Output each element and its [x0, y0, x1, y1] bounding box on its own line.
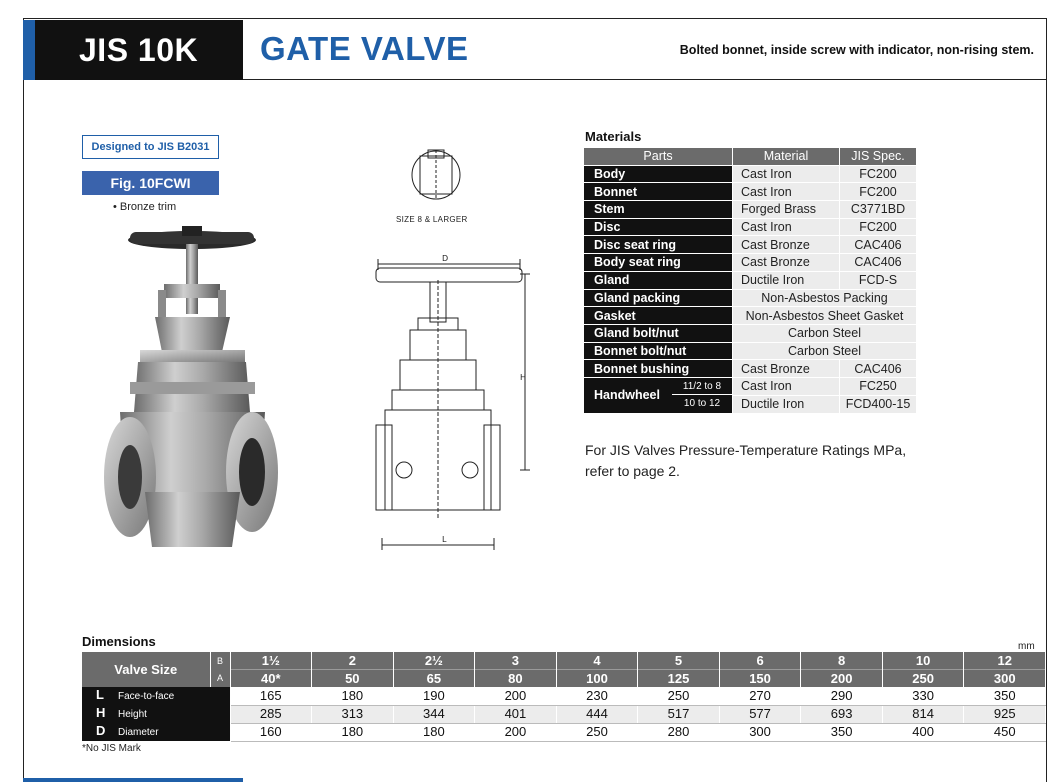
part-spec: CAC406 [840, 236, 917, 254]
handwheel-cell [584, 377, 733, 413]
dimension-value: 517 [638, 705, 720, 723]
table-row [82, 723, 1046, 741]
valve-cross-section-drawing [370, 140, 540, 552]
dimension-label-d: D [442, 254, 449, 263]
handwheel-size-range: 10 to 12 [683, 398, 721, 410]
part-spec: FC200 [840, 218, 917, 236]
size-a-value: 50 [312, 670, 394, 688]
part-name: Bonnet bolt/nut [584, 342, 733, 360]
table-row [584, 183, 917, 201]
pt-note-line: refer to page 2. [585, 463, 680, 479]
part-name: Gasket [584, 307, 733, 325]
size-a-value: 65 [393, 670, 475, 688]
footer-accent-stripe [23, 778, 243, 782]
materials-header-material: Material [733, 148, 840, 166]
part-material: Forged Brass [733, 201, 840, 219]
size-b-value: 12 [964, 652, 1046, 670]
dimension-name: Diameter [118, 727, 159, 738]
part-name: Stem [584, 201, 733, 219]
dimension-value: 180 [312, 687, 394, 705]
materials-header-row [584, 148, 917, 166]
table-row [584, 360, 917, 378]
part-spec: CAC406 [840, 360, 917, 378]
table-row [584, 236, 917, 254]
table-row [584, 165, 917, 183]
size-b-value: 1½ [230, 652, 312, 670]
size-a-value: 40* [230, 670, 312, 688]
size-b-value: 3 [475, 652, 557, 670]
page-subtitle: Bolted bonnet, inside screw with indicator, non-rising stem. [679, 43, 1034, 57]
dimension-value: 313 [312, 705, 394, 723]
part-material: Cast Bronze [733, 360, 840, 378]
size-b-value: 10 [882, 652, 964, 670]
size-unit-a: A [210, 670, 230, 688]
part-material: Ductile Iron [733, 395, 840, 413]
valve-size-b-row [82, 652, 1046, 670]
materials-header-parts: Parts [584, 148, 733, 166]
materials-header-spec: JIS Spec. [840, 148, 917, 166]
table-row [584, 289, 917, 307]
part-name: Handwheel [594, 388, 660, 403]
dimension-value: 925 [964, 705, 1046, 723]
dimension-label-h: H [520, 373, 527, 382]
dimension-label [82, 705, 230, 723]
table-row [584, 254, 917, 272]
dimension-value: 230 [556, 687, 638, 705]
dimension-value: 450 [964, 723, 1046, 741]
dimensions-unit: mm [1018, 641, 1035, 652]
dimension-value: 165 [230, 687, 312, 705]
materials-title: Materials [585, 129, 642, 144]
dimension-value: 344 [393, 705, 475, 723]
size-b-value: 2 [312, 652, 394, 670]
dimension-value: 200 [475, 687, 557, 705]
dimension-value: 300 [719, 723, 801, 741]
dimension-value: 814 [882, 705, 964, 723]
part-spec: CAC406 [840, 254, 917, 272]
dimension-value: 400 [882, 723, 964, 741]
part-material: Cast Iron [733, 218, 840, 236]
dimension-value: 285 [230, 705, 312, 723]
part-spec: FC250 [840, 377, 917, 395]
page-title: GATE VALVE [260, 30, 469, 67]
table-row [584, 201, 917, 219]
part-material-merged: Non-Asbestos Sheet Gasket [733, 307, 917, 325]
part-name: Bonnet bushing [584, 360, 733, 378]
trim-note: • Bronze trim [113, 201, 177, 213]
dimension-name: Face-to-face [118, 691, 175, 702]
designed-to-badge: Designed to JIS B2031 [82, 135, 219, 159]
part-name: Body seat ring [584, 254, 733, 272]
size-b-value: 2½ [393, 652, 475, 670]
dimension-value: 577 [719, 705, 801, 723]
dimension-key: D [96, 723, 106, 738]
part-name: Gland [584, 271, 733, 289]
part-material: Cast Iron [733, 377, 840, 395]
table-row [584, 271, 917, 289]
dimension-value: 270 [719, 687, 801, 705]
dimension-key: H [96, 705, 106, 720]
size-unit-b: B [210, 652, 230, 670]
part-name: Gland packing [584, 289, 733, 307]
dimension-value: 190 [393, 687, 475, 705]
pt-note-line: For JIS Valves Pressure-Temperature Ratings MPa, [585, 442, 907, 458]
part-material: Cast Iron [733, 165, 840, 183]
part-name: Disc seat ring [584, 236, 733, 254]
dimension-value: 160 [230, 723, 312, 741]
part-material-merged: Carbon Steel [733, 342, 917, 360]
dimension-value: 350 [964, 687, 1046, 705]
handwheel-size-ranges [672, 378, 732, 412]
size-a-value: 300 [964, 670, 1046, 688]
no-jis-footnote: *No JIS Mark [82, 743, 141, 754]
size-b-value: 5 [638, 652, 720, 670]
part-name: Disc [584, 218, 733, 236]
dimension-value: 180 [393, 723, 475, 741]
dimensions-title: Dimensions [82, 634, 156, 649]
size-a-value: 150 [719, 670, 801, 688]
table-row [584, 342, 917, 360]
part-spec: FC200 [840, 183, 917, 201]
dimension-value: 180 [312, 723, 394, 741]
dimension-name: Height [118, 709, 147, 720]
part-material-merged: Carbon Steel [733, 324, 917, 342]
part-material: Cast Bronze [733, 254, 840, 272]
table-row [584, 307, 917, 325]
dimension-value: 200 [475, 723, 557, 741]
pressure-temperature-note [585, 440, 906, 482]
valve-photo [100, 222, 280, 552]
part-spec: FC200 [840, 165, 917, 183]
handwheel-size-range: 11/2 to 8 [672, 378, 732, 395]
size-a-value: 100 [556, 670, 638, 688]
series-label: JIS 10K [35, 20, 243, 80]
size-a-value: 200 [801, 670, 883, 688]
size-b-value: 4 [556, 652, 638, 670]
valve-size-label: Valve Size [82, 652, 210, 687]
table-row [82, 687, 1046, 705]
part-name: Bonnet [584, 183, 733, 201]
table-row [584, 218, 917, 236]
part-name: Gland bolt/nut [584, 324, 733, 342]
size-a-value: 125 [638, 670, 720, 688]
size-note: SIZE 8 & LARGER [396, 215, 468, 224]
part-spec: FCD400-15 [840, 395, 917, 413]
header-accent-bar [23, 20, 35, 80]
dimension-value: 350 [801, 723, 883, 741]
part-material-merged: Non-Asbestos Packing [733, 289, 917, 307]
size-a-value: 80 [475, 670, 557, 688]
dimension-label [82, 687, 230, 705]
table-row [584, 324, 917, 342]
dimension-value: 290 [801, 687, 883, 705]
table-row [82, 705, 1046, 723]
dimension-value: 280 [638, 723, 720, 741]
size-b-value: 6 [719, 652, 801, 670]
materials-table [583, 147, 917, 414]
part-material: Cast Bronze [733, 236, 840, 254]
size-a-value: 250 [882, 670, 964, 688]
dimension-value: 250 [556, 723, 638, 741]
dimension-value: 693 [801, 705, 883, 723]
figure-number-badge: Fig. 10FCWI [82, 171, 219, 195]
size-b-value: 8 [801, 652, 883, 670]
dimensions-table [82, 652, 1046, 742]
dimension-key: L [96, 687, 104, 702]
part-spec: FCD-S [840, 271, 917, 289]
dimension-value: 401 [475, 705, 557, 723]
dimension-value: 250 [638, 687, 720, 705]
part-material: Ductile Iron [733, 271, 840, 289]
table-row [584, 377, 917, 395]
dimension-value: 444 [556, 705, 638, 723]
valve-size-a-row [82, 670, 1046, 688]
part-name: Body [584, 165, 733, 183]
part-material: Cast Iron [733, 183, 840, 201]
part-spec: C3771BD [840, 201, 917, 219]
dimension-value: 330 [882, 687, 964, 705]
header-divider [243, 79, 1047, 80]
dimension-label-l: L [442, 535, 447, 544]
dimension-label [82, 723, 230, 741]
